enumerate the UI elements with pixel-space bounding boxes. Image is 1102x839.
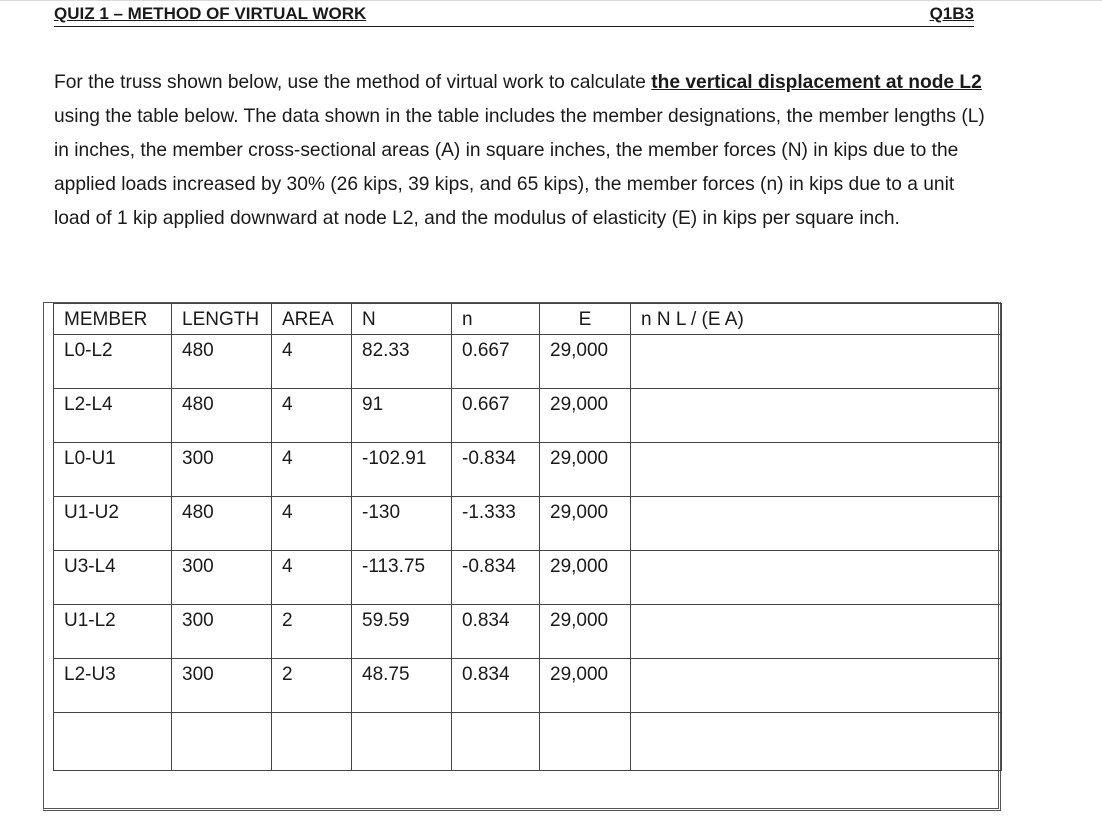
cell-result[interactable] bbox=[631, 443, 1002, 497]
cell-unit-force: -0.834 bbox=[452, 551, 540, 605]
header-length: LENGTH bbox=[172, 304, 272, 335]
header-unit-force: n bbox=[452, 304, 540, 335]
quiz-title: QUIZ 1 – METHOD OF VIRTUAL WORK bbox=[54, 4, 367, 23]
table-row bbox=[54, 497, 1002, 551]
prompt-text-1: For the truss shown below, use the method of virtual work to calculate bbox=[54, 72, 652, 93]
prompt-text-2: using the table below. The data shown in the table includes the member designations, the member lengths (L) in inches, the member cross-sectional areas (A) in square inches, the member forces (N) in kips due to the applied loads increased by 30% (26 kips, 39 kips, and 65 kips), the member forces (n) in kips due to a unit load of 1 kip applied downward at node L2, and the modulus of elasticity (E) in kips per square inch. bbox=[54, 106, 985, 229]
table-row bbox=[54, 389, 1002, 443]
cell-length: 480 bbox=[172, 389, 272, 443]
cell-area: 2 bbox=[272, 605, 352, 659]
cell-unit-force: 0.667 bbox=[452, 335, 540, 389]
cell-unit-force: 0.667 bbox=[452, 389, 540, 443]
cell-member-force: 91 bbox=[352, 389, 452, 443]
cell-modulus[interactable] bbox=[540, 713, 631, 771]
table-row bbox=[54, 335, 1002, 389]
cell-area: 4 bbox=[272, 389, 352, 443]
cell-modulus: 29,000 bbox=[540, 443, 631, 497]
cell-result[interactable] bbox=[631, 389, 1002, 443]
header-result: n N L / (E A) bbox=[631, 304, 1002, 335]
table-header-row bbox=[54, 304, 1002, 335]
cell-result[interactable] bbox=[631, 605, 1002, 659]
problem-statement bbox=[54, 66, 994, 236]
cell-result[interactable] bbox=[631, 659, 1002, 713]
cell-unit-force: 0.834 bbox=[452, 605, 540, 659]
cell-member: L0-L2 bbox=[54, 335, 172, 389]
cell-modulus: 29,000 bbox=[540, 551, 631, 605]
cell-length: 480 bbox=[172, 335, 272, 389]
member-table bbox=[53, 303, 1002, 771]
cell-unit-force: -1.333 bbox=[452, 497, 540, 551]
cell-result[interactable] bbox=[631, 497, 1002, 551]
cell-member-force: 59.59 bbox=[352, 605, 452, 659]
cell-member-force[interactable] bbox=[352, 713, 452, 771]
cell-member[interactable] bbox=[54, 713, 172, 771]
cell-modulus: 29,000 bbox=[540, 605, 631, 659]
cell-unit-force: 0.834 bbox=[452, 659, 540, 713]
cell-member: L2-L4 bbox=[54, 389, 172, 443]
cell-unit-force[interactable] bbox=[452, 713, 540, 771]
cell-member-force: 82.33 bbox=[352, 335, 452, 389]
cell-result[interactable] bbox=[631, 551, 1002, 605]
prompt-emphasis: the vertical displacement at node L2 bbox=[651, 72, 982, 93]
cell-modulus: 29,000 bbox=[540, 335, 631, 389]
cell-member-force: 48.75 bbox=[352, 659, 452, 713]
cell-member: U1-L2 bbox=[54, 605, 172, 659]
cell-modulus: 29,000 bbox=[540, 389, 631, 443]
cell-member: L2-U3 bbox=[54, 659, 172, 713]
header-member: MEMBER bbox=[54, 304, 172, 335]
cell-area: 2 bbox=[272, 659, 352, 713]
cell-length: 300 bbox=[172, 551, 272, 605]
cell-area: 4 bbox=[272, 497, 352, 551]
quiz-header bbox=[54, 4, 974, 27]
cell-member: U1-U2 bbox=[54, 497, 172, 551]
table-row bbox=[54, 551, 1002, 605]
table-row bbox=[54, 605, 1002, 659]
cell-member: U3-L4 bbox=[54, 551, 172, 605]
cell-modulus: 29,000 bbox=[540, 497, 631, 551]
table-row-blank bbox=[54, 713, 1002, 771]
cell-length: 480 bbox=[172, 497, 272, 551]
quiz-code: Q1B3 bbox=[929, 4, 974, 23]
cell-length: 300 bbox=[172, 443, 272, 497]
cell-modulus: 29,000 bbox=[540, 659, 631, 713]
cell-member: L0-U1 bbox=[54, 443, 172, 497]
cell-result[interactable] bbox=[631, 335, 1002, 389]
cell-area: 4 bbox=[272, 551, 352, 605]
top-rule bbox=[0, 0, 1102, 1]
virtual-work-table bbox=[43, 302, 1001, 811]
cell-member-force: -102.91 bbox=[352, 443, 452, 497]
cell-result[interactable] bbox=[631, 713, 1002, 771]
table-row bbox=[54, 443, 1002, 497]
cell-length: 300 bbox=[172, 659, 272, 713]
header-area: AREA bbox=[272, 304, 352, 335]
cell-length[interactable] bbox=[172, 713, 272, 771]
cell-unit-force: -0.834 bbox=[452, 443, 540, 497]
header-modulus: E bbox=[540, 304, 631, 335]
cell-member-force: -130 bbox=[352, 497, 452, 551]
cell-area[interactable] bbox=[272, 713, 352, 771]
header-member-force: N bbox=[352, 304, 452, 335]
cell-area: 4 bbox=[272, 335, 352, 389]
cell-area: 4 bbox=[272, 443, 352, 497]
cell-member-force: -113.75 bbox=[352, 551, 452, 605]
table-row bbox=[54, 659, 1002, 713]
cell-length: 300 bbox=[172, 605, 272, 659]
